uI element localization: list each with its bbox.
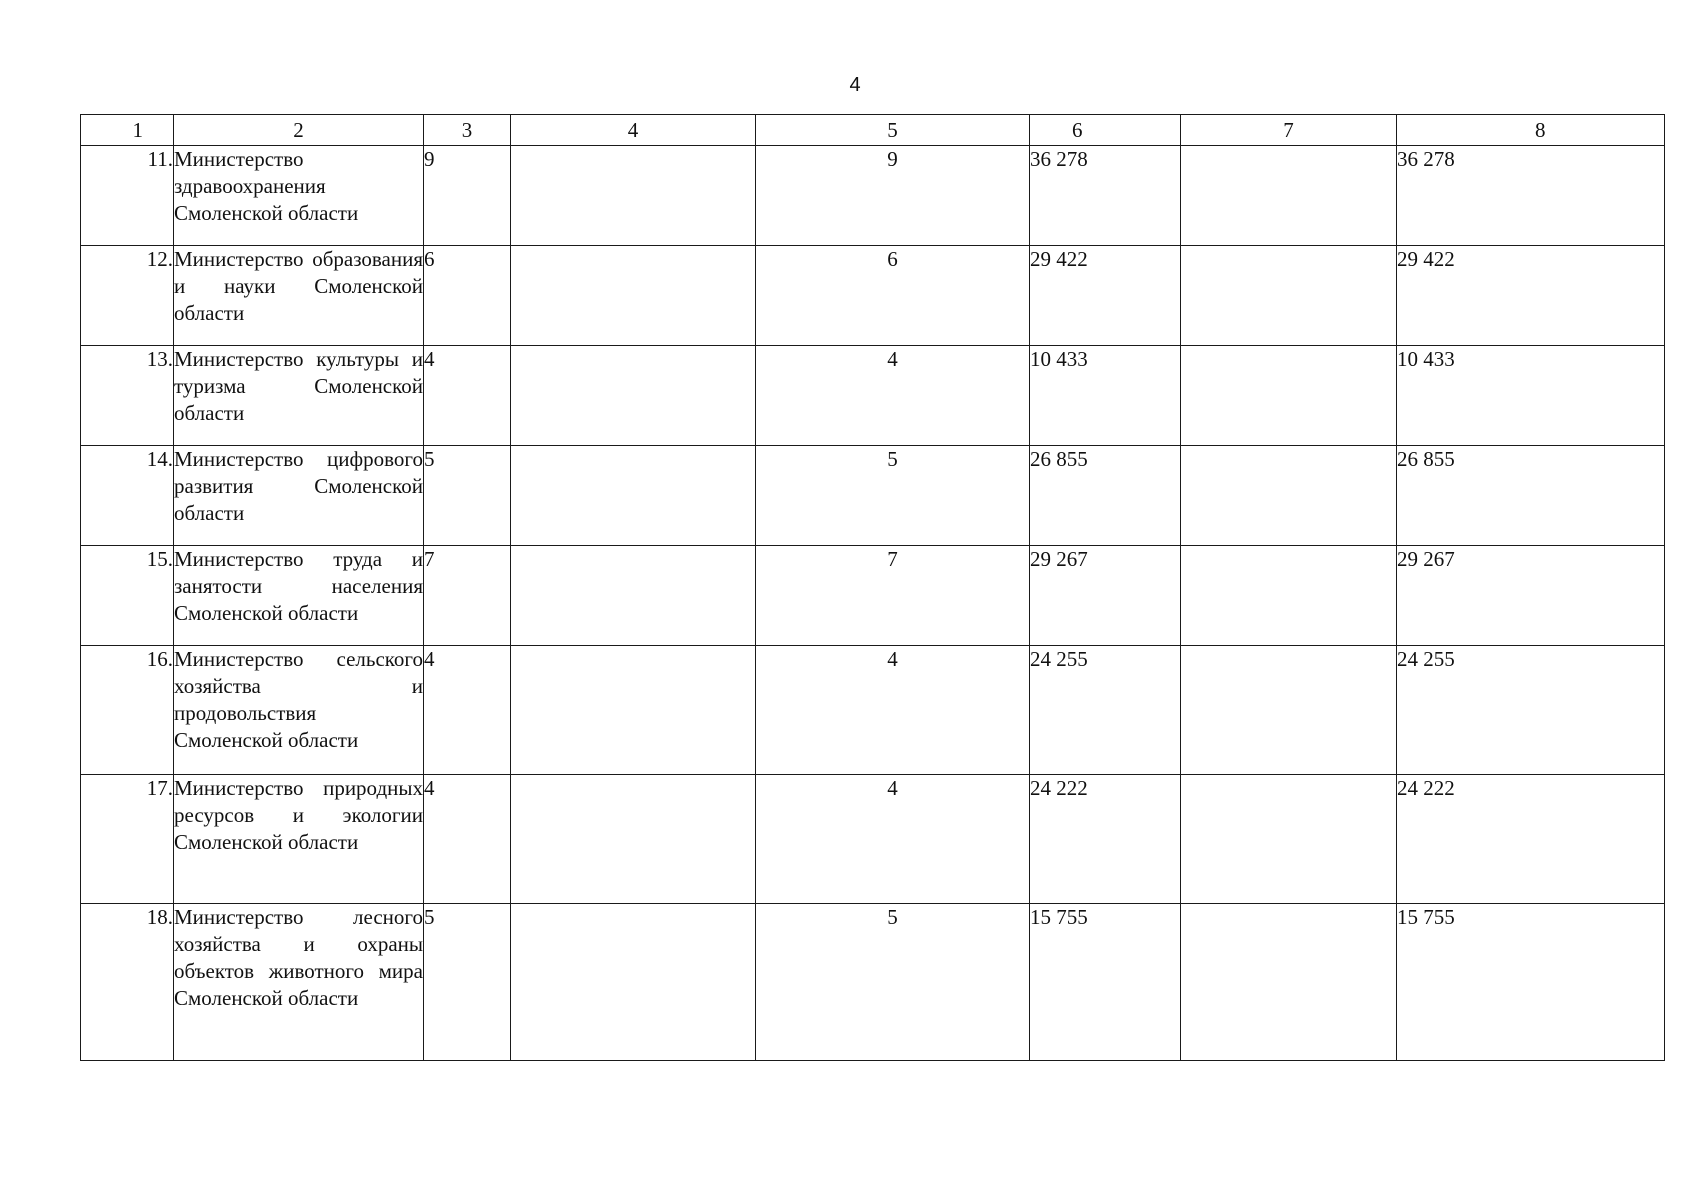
row-number: 16. [81, 646, 174, 775]
cell-col6: 24 222 [1030, 775, 1181, 904]
table-row [81, 346, 1665, 446]
cell-col4 [511, 246, 756, 346]
header-cell: 1 [81, 115, 174, 146]
cell-col4 [511, 146, 756, 246]
cell-col6: 26 855 [1030, 446, 1181, 546]
cell-col8: 26 855 [1397, 446, 1665, 546]
organization-name: Министерство цифрового развития Смоленской области [174, 446, 424, 546]
cell-col5: 9 [756, 146, 1030, 246]
cell-col4 [511, 904, 756, 1061]
cell-col7 [1181, 546, 1397, 646]
organization-name: Министерство природных ресурсов и экологии Смоленской области [174, 775, 424, 904]
cell-col5: 5 [756, 904, 1030, 1061]
cell-col3: 5 [424, 446, 511, 546]
organization-name: Министерство здравоохранения Смоленской области [174, 146, 424, 246]
table-row [81, 146, 1665, 246]
header-cell: 4 [511, 115, 756, 146]
cell-col8: 29 267 [1397, 546, 1665, 646]
cell-col8: 24 222 [1397, 775, 1665, 904]
header-cell: 8 [1397, 115, 1665, 146]
cell-col3: 4 [424, 775, 511, 904]
header-cell: 3 [424, 115, 511, 146]
table-row [81, 546, 1665, 646]
cell-col6: 10 433 [1030, 346, 1181, 446]
row-number: 18. [81, 904, 174, 1061]
page-number: 4 [849, 74, 861, 96]
header-cell: 5 [756, 115, 1030, 146]
row-number: 15. [81, 546, 174, 646]
cell-col3: 4 [424, 646, 511, 775]
cell-col7 [1181, 346, 1397, 446]
cell-col4 [511, 446, 756, 546]
cell-col8: 24 255 [1397, 646, 1665, 775]
cell-col6: 29 267 [1030, 546, 1181, 646]
row-number: 17. [81, 775, 174, 904]
cell-col3: 7 [424, 546, 511, 646]
header-cell: 7 [1181, 115, 1397, 146]
organization-name: Министерство культуры и туризма Смоленской области [174, 346, 424, 446]
cell-col6: 36 278 [1030, 146, 1181, 246]
table-row [81, 904, 1665, 1061]
cell-col5: 6 [756, 246, 1030, 346]
organization-name: Министерство образования и науки Смоленской области [174, 246, 424, 346]
table-row [81, 246, 1665, 346]
cell-col8: 10 433 [1397, 346, 1665, 446]
header-cell: 6 [1030, 115, 1181, 146]
organization-name: Министерство сельского хозяйства и продовольствия Смоленской области [174, 646, 424, 775]
cell-col7 [1181, 246, 1397, 346]
row-number: 13. [81, 346, 174, 446]
cell-col7 [1181, 146, 1397, 246]
data-table [80, 114, 1665, 1061]
cell-col7 [1181, 775, 1397, 904]
row-number: 12. [81, 246, 174, 346]
cell-col5: 7 [756, 546, 1030, 646]
cell-col5: 4 [756, 346, 1030, 446]
cell-col3: 4 [424, 346, 511, 446]
cell-col8: 29 422 [1397, 246, 1665, 346]
cell-col4 [511, 646, 756, 775]
row-number: 14. [81, 446, 174, 546]
header-cell: 2 [174, 115, 424, 146]
cell-col4 [511, 775, 756, 904]
row-number: 11. [81, 146, 174, 246]
cell-col6: 15 755 [1030, 904, 1181, 1061]
cell-col3: 9 [424, 146, 511, 246]
table-row [81, 446, 1665, 546]
organization-name: Министерство труда и занятости населения Смоленской области [174, 546, 424, 646]
table-header-row [81, 115, 1665, 146]
cell-col5: 5 [756, 446, 1030, 546]
organization-name: Министерство лесного хозяйства и охраны объектов животного мира Смоленской области [174, 904, 424, 1061]
cell-col7 [1181, 446, 1397, 546]
cell-col5: 4 [756, 646, 1030, 775]
cell-col3: 5 [424, 904, 511, 1061]
cell-col3: 6 [424, 246, 511, 346]
cell-col6: 29 422 [1030, 246, 1181, 346]
cell-col4 [511, 346, 756, 446]
cell-col7 [1181, 904, 1397, 1061]
table-row [81, 775, 1665, 904]
cell-col7 [1181, 646, 1397, 775]
cell-col8: 36 278 [1397, 146, 1665, 246]
cell-col4 [511, 546, 756, 646]
cell-col6: 24 255 [1030, 646, 1181, 775]
table-row [81, 646, 1665, 775]
cell-col8: 15 755 [1397, 904, 1665, 1061]
cell-col5: 4 [756, 775, 1030, 904]
